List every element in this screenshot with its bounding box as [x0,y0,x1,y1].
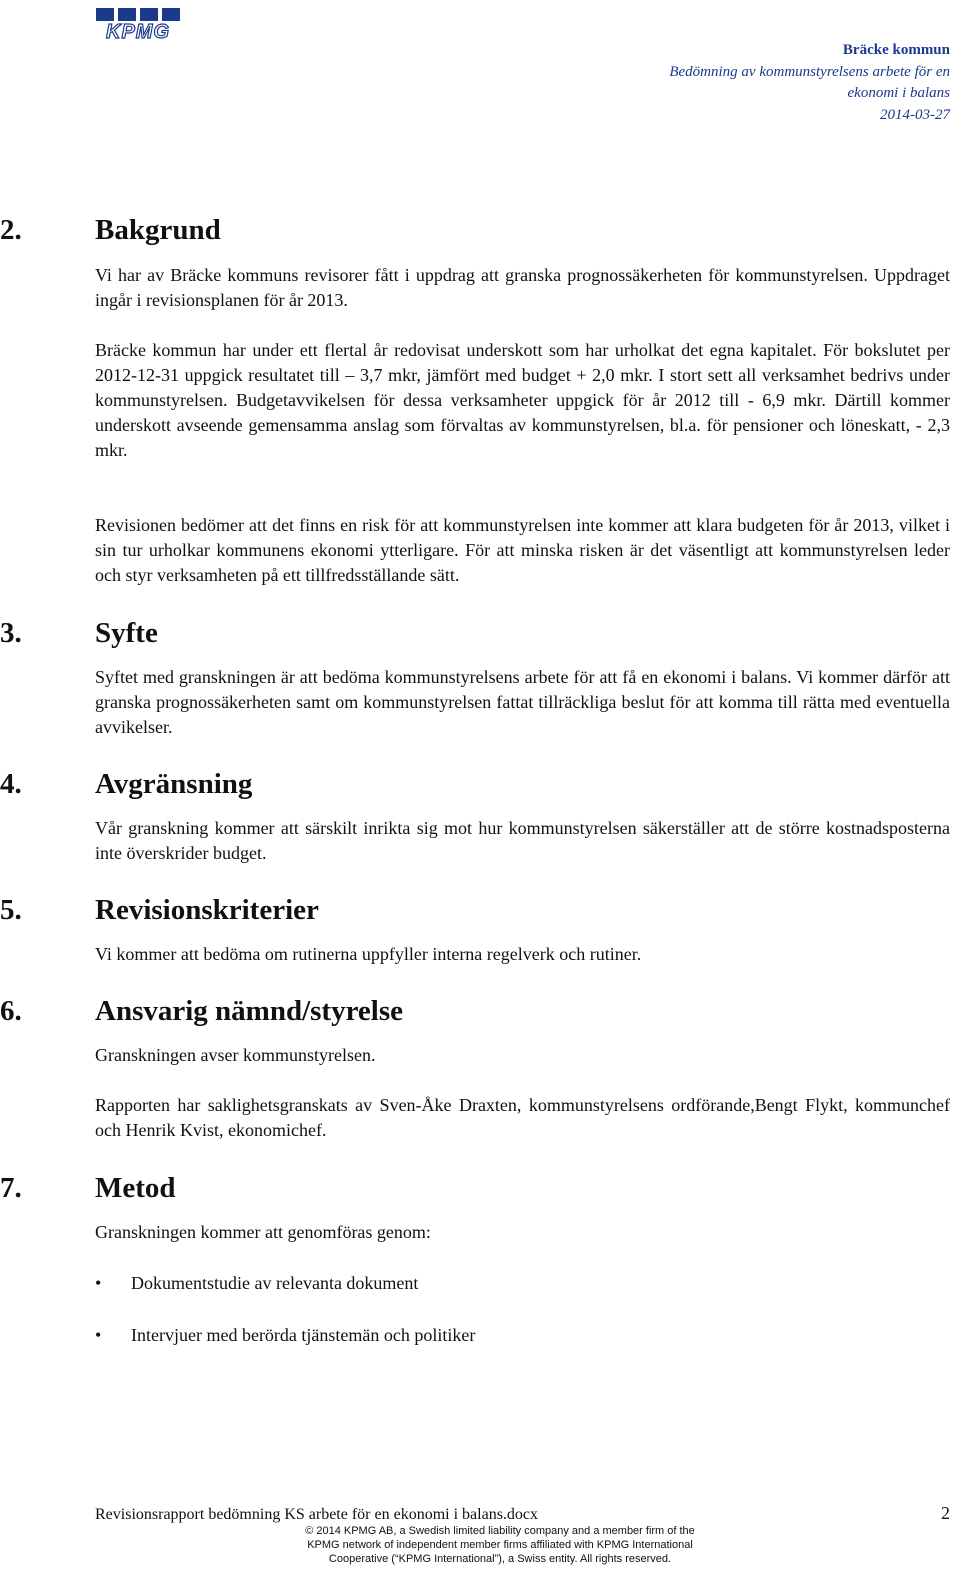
paragraph-avgransning: Vår granskning kommer att särskilt inrikta sig mot hur kommunstyrelsen säkerställer att de större kostnadsposterna inte överskrider budget. [95,818,950,863]
section-title: Bakgrund [95,214,221,246]
paragraph-syfte: Syftet med granskningen är att bedöma kommunstyrelsens arbete för att få en ekonomi i balans. Vi kommer därför att granska prognossäkerheten samt om kommunstyrelsen fattat tillräckliga beslut för att komma till rätta med eventuella avvikelser. [95,667,950,737]
copyright-line-1: © 2014 KPMG AB, a Swedish limited liability company and a member firm of the [305,1525,695,1537]
bullet-icon: • [95,1273,102,1293]
copyright-line-2: KPMG network of independent member firms affiliated with KPMG International [307,1539,693,1551]
section-number: 4. [0,768,22,800]
section-title: Ansvarig nämnd/styrelse [95,995,404,1027]
section-title: Syfte [95,617,158,649]
paragraph-ansvarig-1: Granskningen avser kommunstyrelsen. [95,1045,376,1065]
section-title: Metod [95,1172,176,1204]
logo-text: KPMG [106,21,170,40]
page-number: 2 [941,1503,950,1523]
footer-copyright [270,1524,730,1566]
header-report-title-line-1: Bedömning av kommunstyrelsens arbete för en [669,63,950,80]
paragraph-ansvarig-2: Rapporten har saklighetsgranskats av Sven-Åke Draxten, kommunstyrelsens ordförande,Bengt Flykt, kommunchef och Henrik Kvist, ekonomichef. [95,1095,950,1140]
paragraph-bakgrund-2: Bräcke kommun har under ett flertal år redovisat underskott som har urholkat det egna kapitalet. För bokslutet per 2012-12-31 uppgick resultatet till – 3,7 mkr, jämfört med budget + 2,0 mkr. I stort sett all verksamhet bedrivs under kommunstyrelsen. Budgetavvikelsen för dessa verksamheter uppgick för år 2012 till - 6,9 mkr. Därtill kommer underskott avseende gemensamma anslag som förvaltas av kommunstyrelsen, bl.a. för pensioner och löneskatt, - 2,3 mkr. [95,340,950,460]
paragraph-bakgrund-3: Revisionen bedömer att det finns en risk för att kommunstyrelsen inte kommer att klara budgeten för år 2013, vilket i sin tur urholkar kommunens ekonomi ytterligare. För att minska risken är det väsentligt att kommunstyrelsen leder och styr verksamheten på ett tillfredsställande sätt. [95,515,950,585]
list-item-text: Intervjuer med berörda tjänstemän och politiker [131,1325,476,1345]
paragraph-revisionskriterier: Vi kommer att bedöma om rutinerna uppfyller interna regelverk och rutiner. [95,944,642,964]
header-organization: Bräcke kommun [842,42,950,58]
section-number: 7. [0,1172,22,1204]
footer-filename: Revisionsrapport bedömning KS arbete för en ekonomi i balans.docx [95,1506,539,1523]
document-header [669,40,950,126]
section-title: Revisionskriterier [95,894,319,926]
section-number: 2. [0,214,22,246]
header-date: 2014-03-27 [880,106,950,123]
bullet-icon: • [95,1325,102,1345]
header-report-title-line-2: ekonomi i balans [847,85,950,101]
section-number: 3. [0,617,22,649]
paragraph-bakgrund-1: Vi har av Bräcke kommuns revisorer fått i uppdrag att granska prognossäkerheten för kommunstyrelsen. Uppdraget ingår i revisionsplanen för år 2013. [95,265,950,310]
section-title: Avgränsning [95,768,253,800]
section-number: 5. [0,894,22,926]
list-item-text: Dokumentstudie av relevanta dokument [131,1273,419,1293]
copyright-line-3: Cooperative (“KPMG International”), a Swiss entity. All rights reserved. [328,1553,672,1565]
paragraph-metod: Granskningen kommer att genomföras genom: [95,1222,431,1242]
kpmg-logo [92,8,184,40]
section-number: 6. [0,995,22,1027]
